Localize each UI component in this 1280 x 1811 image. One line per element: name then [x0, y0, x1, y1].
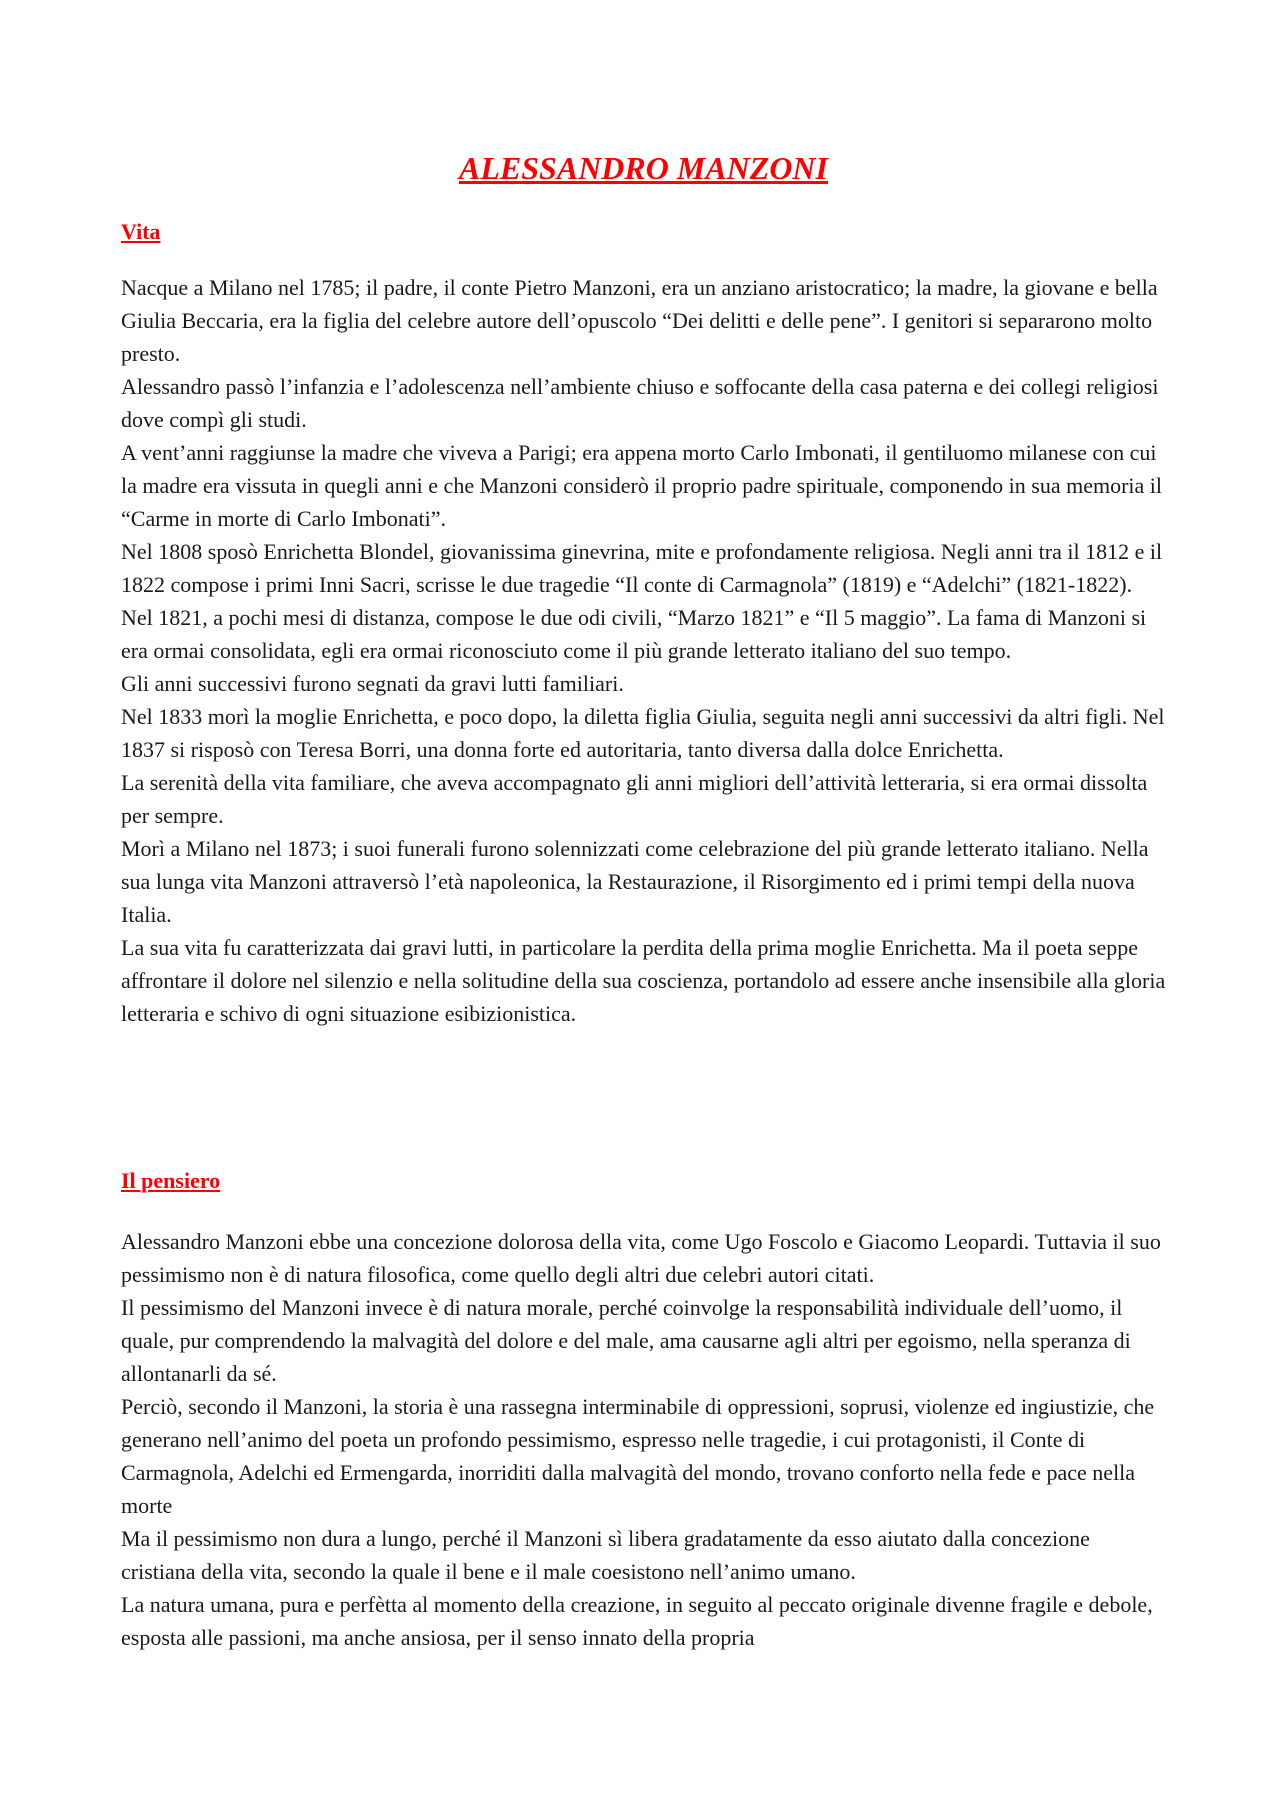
- paragraph: Morì a Milano nel 1873; i suoi funerali furono solennizzati come celebrazione del più grande letterato italiano. Nella sua lunga vita Manzoni attraversò l’età napoleonica, la Restaurazione, il Risorgimento ed i primi tempi della nuova Italia.: [121, 836, 1149, 927]
- paragraph: Nel 1808 sposò Enrichetta Blondel, giovanissima ginevrina, mite e profondamente religiosa. Negli anni tra il 1812 e il 1822 compose i primi Inni Sacri, scrisse le due tragedie “Il conte di Carmagnola” (1819) e “Adelchi” (1821-1822).: [121, 539, 1163, 597]
- paragraph: Alessandro Manzoni ebbe una concezione dolorosa della vita, come Ugo Foscolo e Giacomo Leopardi. Tuttavia il suo pessimismo non è di natura filosofica, come quello degli altri due celebri autori citati.: [121, 1229, 1161, 1287]
- paragraph: A vent’anni raggiunse la madre che viveva a Parigi; era appena morto Carlo Imbonati, il gentiluomo milanese con cui la madre era vissuta in quegli anni e che Manzoni considerò il proprio padre spirituale, componendo in sua memoria il “Carme in morte di Carlo Imbonati”.: [121, 440, 1163, 531]
- paragraph: Nel 1821, a pochi mesi di distanza, compose le due odi civili, “Marzo 1821” e “Il 5 maggio”. La fama di Manzoni si era ormai consolidata, egli era ormai riconosciuto come il più grande letterato italiano del suo tempo.: [121, 605, 1147, 663]
- section-body-vita: [121, 271, 1166, 1030]
- paragraph: Ma il pessimismo non dura a lungo, perché il Manzoni sì libera gradatamente da esso aiutato dalla concezione cristiana della vita, secondo la quale il bene e il male coesistono nell’animo umano.: [121, 1526, 1090, 1584]
- paragraph: Gli anni successivi furono segnati da gravi lutti familiari.: [121, 671, 624, 696]
- paragraph: La sua vita fu caratterizzata dai gravi lutti, in particolare la perdita della prima moglie Enrichetta. Ma il poeta seppe affrontare il dolore nel silenzio e nella solitudine della sua coscienza, portandolo ad essere anche insensibile alla gloria letteraria e schivo di ogni situazione esibizionistica.: [121, 935, 1166, 1026]
- paragraph: La serenità della vita familiare, che aveva accompagnato gli anni migliori dell’attività letteraria, si era ormai dissolta per sempre.: [121, 770, 1148, 828]
- section-heading-pensiero: Il pensiero: [121, 1168, 221, 1193]
- paragraph: Perciò, secondo il Manzoni, la storia è una rassegna interminabile di oppressioni, soprusi, violenze ed ingiustizie, che generano nell’animo del poeta un profondo pessimismo, espresso nelle tragedie, i cui protagonisti, il Conte di Carmagnola, Adelchi ed Ermengarda, inorriditi dalla malvagità del mondo, trovano conforto nella fede e pace nella morte: [121, 1394, 1155, 1518]
- paragraph: Nacque a Milano nel 1785; il padre, il conte Pietro Manzoni, era un anziano aristocratico; la madre, la giovane e bella Giulia Beccaria, era la figlia del celebre autore dell’opuscolo “Dei delitti e delle pene”. I genitori si separarono molto presto.: [121, 275, 1158, 366]
- paragraph: Il pessimismo del Manzoni invece è di natura morale, perché coinvolge la responsabilità individuale dell’uomo, il quale, pur comprendendo la malvagità del dolore e del male, ama causarne agli altri per egoismo, nella speranza di allontanarli da sé.: [121, 1295, 1131, 1386]
- paragraph: La natura umana, pura e perfètta al momento della creazione, in seguito al peccato originale divenne fragile e debole, esposta alle passioni, ma anche ansiosa, per il senso innato della propria: [121, 1592, 1153, 1650]
- paragraph: Alessandro passò l’infanzia e l’adolescenza nell’ambiente chiuso e soffocante della casa paterna e dei collegi religiosi dove compì gli studi.: [121, 374, 1159, 432]
- paragraph: Nel 1833 morì la moglie Enrichetta, e poco dopo, la diletta figlia Giulia, seguita negli anni successivi da altri figli. Nel 1837 si risposò con Teresa Borri, una donna forte ed autoritaria, tanto diversa dalla dolce Enrichetta.: [121, 704, 1165, 762]
- section-body-pensiero: [121, 1225, 1166, 1654]
- document-title: ALESSANDRO MANZONI: [459, 150, 828, 186]
- section-heading-vita: Vita: [121, 219, 161, 244]
